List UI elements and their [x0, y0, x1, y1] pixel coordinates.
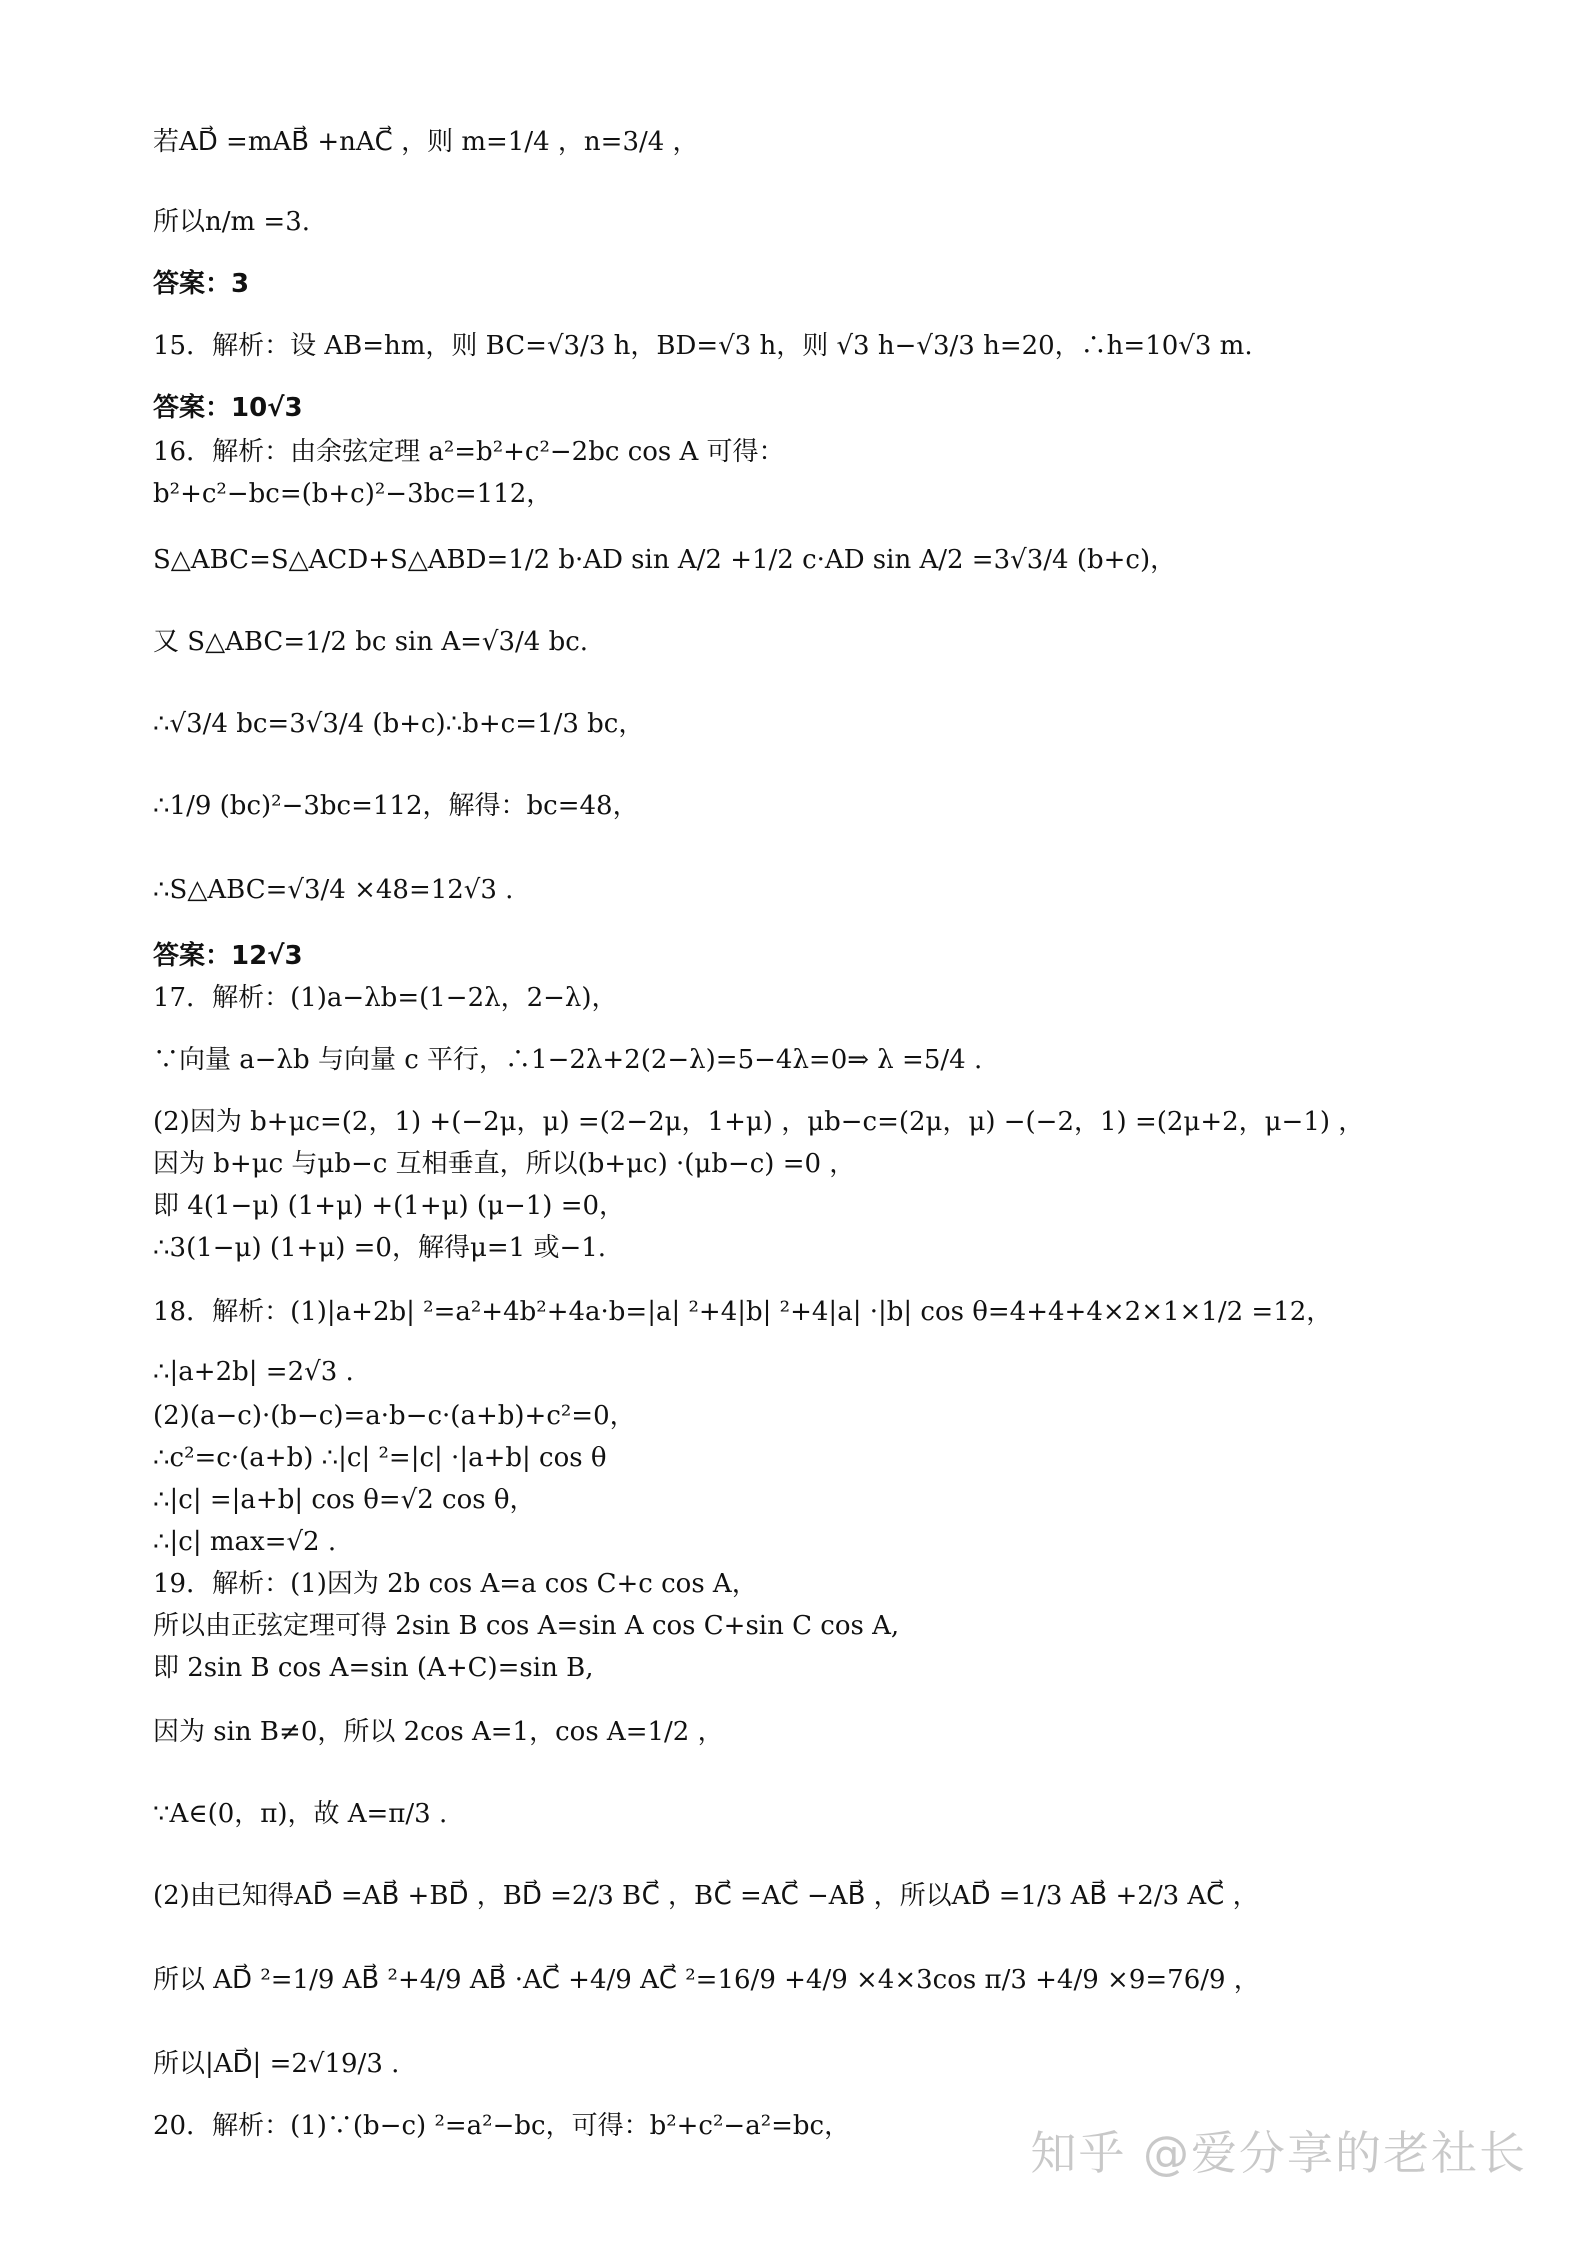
text-line: ∴c²=c·(a+b) ∴|c| ²=|c| ·|a+b| cos θ: [153, 1443, 607, 1473]
text-line: ∴|c| =|a+b| cos θ=√2 cos θ，: [153, 1485, 536, 1515]
text-line: (2)因为 b+μc=(2，1) +(−2μ，μ) =(2−2μ，1+μ) ，μb−c=(2μ，μ) −(−2，1) =(2μ+2，μ−1) ，: [153, 1107, 1365, 1137]
text-line: ∴3(1−μ) (1+μ) =0，解得μ=1 或−1.: [153, 1233, 607, 1263]
text-line: (2)(a−c)·(b−c)=a·b−c·(a+b)+c²=0，: [153, 1401, 636, 1431]
text-line: ∴S△ABC=√3/4 ×48=12√3 .: [153, 875, 514, 905]
text-line: 所以 AD⃗ ²=1/9 AB⃗ ²+4/9 AB⃗ ·AC⃗ +4/9 AC⃗ ²=16/9 +4/9 ×4×3cos π/3 +4/9 ×9=76/9 ，: [153, 1965, 1260, 1995]
text-line: 因为 sin B≠0，所以 2cos A=1，cos A=1/2 ，: [153, 1717, 724, 1747]
text-line: 16．解析：由余弦定理 a²=b²+c²−2bc cos A 可得：: [153, 437, 785, 467]
answer-line: 答案：10√3: [153, 393, 303, 423]
text-line: 所以由正弦定理可得 2sin B cos A=sin A cos C+sin C cos A,: [153, 1611, 900, 1641]
text-line: ∵向量 a−λb 与向量 c 平行，∴1−2λ+2(2−λ)=5−4λ=0⇒ λ =5/4 .: [153, 1045, 983, 1075]
text-line: 17．解析：(1)a−λb=(1−2λ，2−λ)，: [153, 983, 618, 1013]
answer-line: 答案：12√3: [153, 941, 303, 971]
text-line: ∵A∈(0，π)，故 A=π/3 .: [153, 1799, 448, 1829]
answer-line: 答案：3: [153, 269, 250, 299]
text-line: 所以|AD⃗| =2√19/3 .: [153, 2049, 400, 2079]
text-line: S△ABC=S△ACD+S△ABD=1/2 b·AD sin A/2 +1/2 c·AD sin A/2 =3√3/4 (b+c)，: [153, 545, 1177, 575]
text-line: 即 4(1−μ) (1+μ) +(1+μ) (μ−1) =0，: [153, 1191, 626, 1221]
text-line: ∴|a+2b| =2√3 .: [153, 1357, 354, 1387]
text-line: 20．解析：(1)∵(b−c) ²=a²−bc，可得：b²+c²−a²=bc，: [153, 2111, 851, 2141]
text-line: 若AD⃗ =mAB⃗ +nAC⃗ ，则 m=1/4 ，n=3/4 ，: [153, 127, 699, 157]
text-line: (2)由已知得AD⃗ =AB⃗ +BD⃗ ，BD⃗ =2/3 BC⃗ ，BC⃗ =AC⃗ −AB⃗ ，所以AD⃗ =1/3 AB⃗ +2/3 AC⃗ ，: [153, 1881, 1259, 1911]
text-line: 因为 b+μc 与μb−c 互相垂直，所以(b+μc) ·(μb−c) =0 ，: [153, 1149, 856, 1179]
text-line: 18．解析：(1)|a+2b| ²=a²+4b²+4a·b=|a| ²+4|b| ²+4|a| ·|b| cos θ=4+4+4×2×1×1/2 =12，: [153, 1297, 1333, 1327]
text-line: 又 S△ABC=1/2 bc sin A=√3/4 bc.: [153, 627, 589, 657]
text-line: ∴√3/4 bc=3√3/4 (b+c)∴b+c=1/3 bc，: [153, 709, 645, 739]
text-line: b²+c²−bc=(b+c)²−3bc=112，: [153, 479, 553, 509]
text-line: ∴|c| max=√2 .: [153, 1527, 337, 1557]
text-line: 15．解析：设 AB=hm，则 BC=√3/3 h，BD=√3 h，则 √3 h−√3/3 h=20，∴h=10√3 m.: [153, 331, 1253, 361]
text-line: 所以n/m =3.: [153, 207, 311, 237]
text-line: 即 2sin B cos A=sin (A+C)=sin B,: [153, 1653, 594, 1683]
text-line: ∴1/9 (bc)²−3bc=112，解得：bc=48，: [153, 791, 639, 821]
watermark: 知乎 @爱分享的老社长: [1030, 2126, 1527, 2180]
text-line: 19．解析：(1)因为 2b cos A=a cos C+c cos A，: [153, 1569, 758, 1599]
